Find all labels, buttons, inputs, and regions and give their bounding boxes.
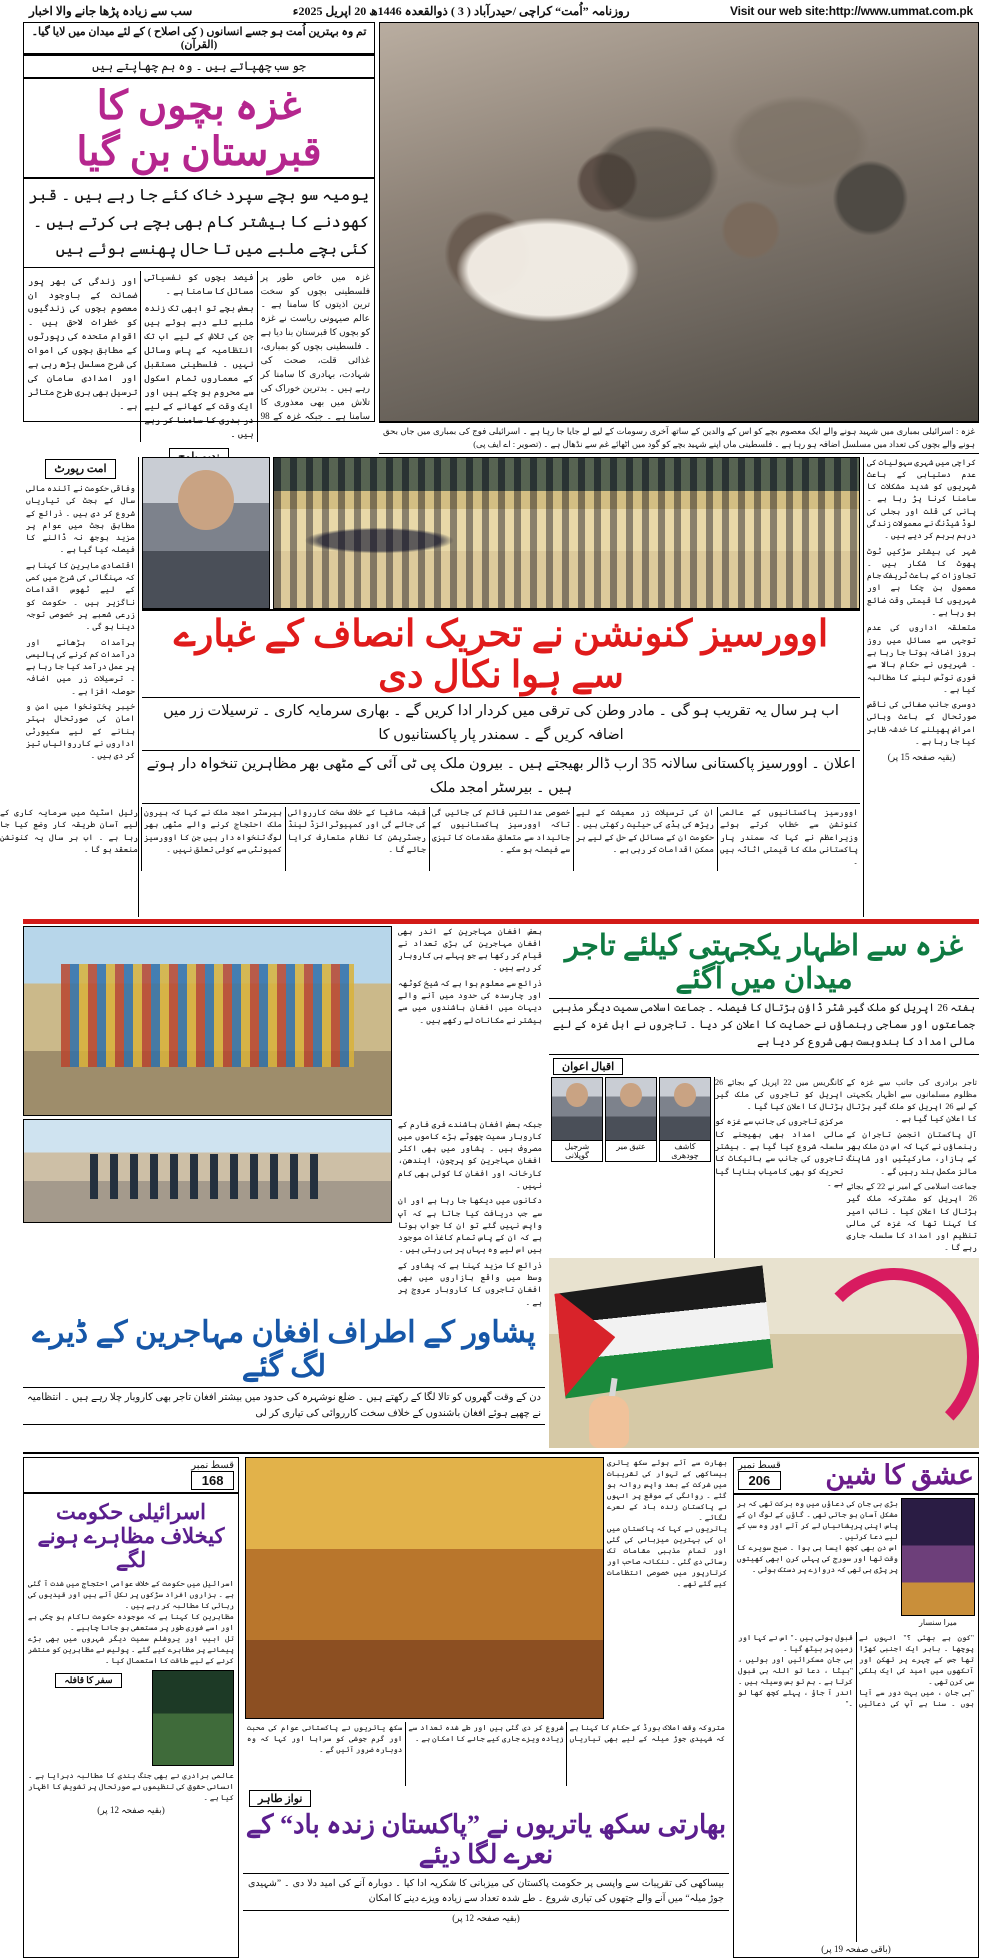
overseas-col-2: ان کی ترسیلات زر معیشت کے لیے ریڑھ کی ہڈی کی حیثیت رکھتی ہیں ۔ حکومت ان کے مسائل کے حل کے لیے ہر ممکن اقدامات کر رہی ہے ۔: [576, 808, 714, 854]
lead-body: [24, 268, 374, 445]
left-col-p3: متعلقہ اداروں کی عدم توجہی سے مسائل میں روز بروز اضافہ ہوتا جا رہا ہے ۔ شہریوں نے حکام بالا سے فوری نوٹس لینے کا مطالبہ کیا ہے ۔: [867, 623, 976, 694]
peshawar-subhead: دن کے وقت گھروں کو تالا لگا کے رکھتے ہیں ۔ ضلع نوشہرہ کی حدود میں بیشتر افغان تاجر بھی کاروبار چلا رہے ہیں ۔ انتظامیہ نے چھپے ہوئے افغان باشندوں کے خلاف سخت کارروائی کی تیاری کر لی: [23, 1387, 545, 1425]
sikh-continuation: (بقیہ صفحہ 12 پر): [452, 1912, 520, 1923]
band-three: [23, 926, 979, 1448]
traders-col-2: آل پاکستان انجمن تاجران کے رہنماؤں نے کہا کہ اس دن ملک بھر کے بازار، مارکیٹیں اور شاپنگ مالز مکمل بند رہیں گے ۔: [846, 1129, 977, 1176]
top-bar: [23, 0, 979, 22]
serial-left-episode-number: 206: [738, 1471, 781, 1490]
overseas-col-5: بیرسٹر امجد ملک نے کہا کہ بیرون ملک احتجاج کرنے والے مٹھی بھر لوگ تنخواہ دار ہیں جن کا اوورسیز کمیونٹی سے کوئی تعلق نہیں ۔: [144, 808, 282, 854]
serial-right-episode-label: قسط نمبر: [191, 1459, 234, 1471]
left-col-p4: دوسری جانب صفائی کی ناقص صورتحال کے باعث وبائی امراض پھیلنے کا خدشہ ظاہر کیا جا رہا ہے ۔: [867, 700, 976, 747]
serial-right-p3: تل ابیب اور یروشلم سمیت دیگر شہروں میں بھی بڑے پیمانے پر مظاہرے کیے گئے ۔ پولیس نے مظاہرین کو منتشر کرنے کے لیے طاقت کا استعمال کیا ۔: [28, 1634, 234, 1666]
serial-left-episode-label: قسط نمبر: [738, 1460, 781, 1472]
traders-col-1: تاجر برادری کی جانب سے غزہ کے مظلوم مسلمانوں سے اظہار یکجہتی کے لیے 26 اپریل کو ملک گیر ہڑتال کا اعلان کیا گیا ہے ۔: [846, 1077, 977, 1124]
traders-subhead: ہفتہ 26 اپریل کو ملک گیر شٹر ڈاؤن ہڑتال کا فیصلہ ۔ جماعت اسلامی سمیت دیگر مذہبی جماعتوں اور سماجی رہنماؤں نے حمایت کا اعلان کر دیا ۔ تاجروں نے اہل غزہ کے لیے مالی امداد کا بندوبست بھی شروع کر دیا ہے: [549, 998, 979, 1054]
overseas-col-4: قبضہ مافیا کے خلاف سخت کارروائی کی جائے گی اور کمپیوٹرائزڈ لینڈ رجسٹریشن کا نظام متعارف کرایا جائے گا ۔: [288, 808, 426, 854]
serial-left-header: [734, 1458, 978, 1495]
portrait-3-name: شرجیل گوپلانی: [552, 1140, 602, 1161]
parliament-photo-image: [274, 458, 859, 608]
slogan-bar: جو سب چھپاتے ہیں ۔ وہ ہم چھاپتے ہیں: [24, 55, 374, 79]
sikh-side-text: [607, 1457, 727, 1719]
lead-headline: غزہ بچوں کا قبرستان بن گیا: [76, 83, 322, 174]
serial-right-episode-number: 168: [191, 1471, 234, 1490]
refugee-truck-photo: [23, 926, 392, 1116]
serial-right-p4: عالمی برادری نے بھی جنگ بندی کا مطالبہ دہرایا ہے ۔ انسانی حقوق کی تنظیموں نے صورتحال پر تشویش کا اظہار کیا ہے ۔: [28, 1771, 234, 1803]
serial-left-body-continued: [734, 1632, 978, 1942]
overseas-section: [0, 457, 979, 917]
serial-left-panel[interactable]: [733, 1457, 979, 1958]
serial-left-continuation: (باقی صفحہ 19 پر): [821, 1943, 891, 1954]
traders-body-2: [714, 1077, 843, 1258]
lead-photo-caption: غزہ : اسرائیلی بمباری میں شہید ہونے والے ایک معصوم بچے کو اس کے والدین کے ساتھ آخری رسومات کے لیے لے جایا جا رہا ہے ۔ اسرائیلی فوج کی بمباری میں جاں بحق ہونے والے بچوں کی تعداد میں مسلسل اضافہ ہو رہا ہے ۔ فلسطینی ماں اپنے شہید بچے کو گود میں اٹھائے غم سے نڈھال ہے ۔ (تصویر : اے ایف پی): [379, 422, 979, 454]
peshawar-side-text: [395, 1119, 545, 1312]
overseas-subhead-2: اعلان ۔ اوورسیز پاکستانی سالانہ 35 ارب ڈالر بھیجتے ہیں ۔ بیرون ملک پی ٹی آئی کے مٹھی بھر مظاہرین تنخواہ دار ہوتے ہیں ۔ بیرسٹر امجد ملک: [142, 751, 860, 804]
serial-right-photo-image: [153, 1671, 233, 1765]
quran-verse-bar: تم وہ بہترین اُمت ہو جسے انسانوں ( کی اصلاح ) کے لئے میدان میں لایا گیا۔ (القرآن): [24, 23, 374, 54]
police-street-photo: [23, 1119, 392, 1223]
website-url[interactable]: Visit our web site:http://www.ummat.com.pk: [730, 4, 973, 18]
left-filler-column: [863, 457, 979, 917]
overseas-headline: اوورسیز کنونشن نے تحریک انصاف کے غبارے سے ہوا نکال دی: [142, 609, 860, 698]
peshawar-col-4: دکانوں میں دیکھا جا رہا ہے اور ان سے جب دریافت کیا جاتا ہے کہ آپ واپس نہیں گئے تو ان کا جواب ہوتا ہے کہ ان کے پاس تمام کاغذات موجود ہیں اس لیے وہ یہاں پر ہی رہتی ہیں ۔: [398, 1196, 542, 1255]
right-col-p1: وفاقی حکومت نے آئندہ مالی سال کے بجٹ کی تیاریاں شروع کر دی ہیں ۔ ذرائع کے مطابق بجٹ میں عوام پر مزید بوجھ نہ ڈالنے کا فیصلہ کیا گیا ہے ۔: [26, 484, 135, 555]
traders-col-5: مرکزی تاجروں کی جانب سے غزہ کو مالی امداد بھی بھیجنے کا سلسلہ شروع کیا گیا ہے ۔ بیشتر تاجروں کی جانب سے بائیکاٹ کا تحریک کو بھی کامیاب بنایا گیا ہے ۔: [715, 1117, 844, 1188]
traders-col-4: کانگریس میں 22 اپریل کے بجائے 26 اپریل کو تاجروں کی ملک گیر ہڑتال کا اعلان کیا گیا ۔: [715, 1077, 844, 1112]
serial-left-p1: بڑی بی جان کی دعاؤں میں وہ برکت تھی کہ ہر مشکل آسان ہو جاتی تھی ۔ گاؤں کے لوگ ان کے پاس اپنی پریشانیاں لے کر آتے اور وہ سب کے لیے دعا کرتیں ۔: [737, 1498, 898, 1541]
overseas-col-1: اوورسیز پاکستانیوں کے عالمی کنونشن سے خطاب کرتے ہوئے وزیراعظم نے کہا کہ سمندر پار پاکستانی ملک کا قیمتی اثاثہ ہیں ۔: [720, 808, 858, 867]
left-col-continuation: (بقیہ صفحہ 15 پر): [887, 752, 956, 763]
bottom-row: [23, 1457, 979, 1958]
sikh-pilgrims-photo: [245, 1457, 604, 1719]
police-street-image: [24, 1120, 391, 1222]
sikh-body: [243, 1719, 729, 1789]
parliament-photo: [273, 457, 860, 609]
serial-left-p5: بی جان مسکرائیں اور بولیں ، "بیٹا ، دعا تو اللہ ہی قبول کرتا ہے ۔ ہم تو بس وسیلہ ہیں ۔ اندر آ جاؤ ، پہلے کچھ کھا لو ۔": [738, 1654, 853, 1708]
sikh-headline: بھارتی سکھ یاتریوں نے ”پاکستان زندہ باد“ کے نعرے لگا دیئے: [245, 1809, 727, 1869]
serial-right-panel[interactable]: [23, 1457, 239, 1958]
sikh-byline: نواز طاہر: [249, 1790, 311, 1807]
right-col-p4: خیبر پختونخوا میں امن و امان کی صورتحال بہتر بنانے کے لیے سکیورٹی اداروں نے کارروائیاں تیز کر دی ہیں ۔: [26, 702, 135, 761]
serial-right-title: اسرائیلی حکومت کیخلاف مظاہرے ہونے لگے: [37, 1499, 225, 1573]
peshawar-section: [23, 926, 545, 1448]
serial-left-cover-image: [901, 1498, 975, 1616]
red-divider-1: [23, 919, 979, 924]
speaker-portrait-photo: [142, 457, 270, 609]
serial-right-body: [24, 1578, 238, 1666]
serial-right-p1: اسرائیل میں حکومت کے خلاف عوامی احتجاج میں شدت آ گئی ہے ۔ ہزاروں افراد سڑکوں پر نکل آئے ہیں اور قیدیوں کی رہائی کا مطالبہ کر رہے ہیں ۔: [28, 1579, 234, 1611]
overseas-col-6: رئیل اسٹیٹ میں سرمایہ کاری کے لیے آسان طریقہ کار وضع کیا جا رہا ہے ۔ اب ہر سال یہ کنونشن منعقد ہو گا ۔: [0, 808, 138, 854]
lead-subhead: یومیہ سو بچے سپرد خاک کئے جا رہے ہیں ۔ قبر کھودنے کا بیشتر کام بھی بچے ہی کرتے ہیں ۔ کئی بچے ملبے میں تا حال پھنسے ہوئے ہیں: [24, 177, 374, 268]
portrait-2: [605, 1077, 657, 1162]
logo-background: [24, 54, 374, 55]
tagline: سب سے زیادہ پڑھا جانے والا اخبار: [29, 3, 193, 18]
lead-photo: [379, 22, 979, 422]
peshawar-col-3: جبکہ بعض افغان باشندے فری فارم کے کاروبار سمیت چھوٹے بڑے کاموں میں مصروف ہیں ۔ پشاور میں بھی اکثر افغان مہاجرین کو پرچون، ایندھن، کارخانہ اور افغان کا کوئی بھی کام نہیں ۔: [398, 1119, 542, 1190]
serial-left-body: [737, 1498, 898, 1629]
peshawar-headline: پشاور کے اطراف افغان مہاجرین کے ڈیرے لگ گئے: [32, 1315, 536, 1384]
serial-right-photo: [152, 1670, 234, 1766]
lead-body-p1: غزہ میں خاص طور پر فلسطینی بچوں کو سخت ترین اذیتوں کا سامنا ہے ۔ عالم صیہونی ریاست نے غزہ کو بچوں کا قبرستان بنا دیا ہے ۔ فلسطینی بچوں کو بمباری، غذائی قلت، صحت کی شہادت، بہادری کا سامنا کر رہے ہیں ۔ بدترین خوراک کی تلاش میں بھی معذوری کا سامنا ہے ۔ جبکہ غزہ کے 98 فیصد بچوں کو نفسیاتی مسائل کا سامنا ہے ۔: [144, 271, 370, 421]
divider-2: [23, 1452, 979, 1454]
serial-right-continuation: (بقیہ صفحہ 12 پر): [97, 1805, 165, 1816]
peshawar-col-5: ذرائع کا مزید کہنا ہے کہ پشاور کے وسط میں واقع بازاروں میں بھی افغان تاجروں کا کاروبار عروج پر ہے ۔: [398, 1260, 542, 1307]
sikh-col-1: بھارت سے آئے ہوئے سکھ یاتری بیساکھی کے تہوار کی تقریبات میں شرکت کے بعد واپس روانہ ہو گئے ۔ روانگی کے موقع پر انہوں نے پاکستان زندہ باد کے نعرے لگائے ۔: [607, 1457, 727, 1522]
logo-urdu-text: [132, 54, 370, 55]
serial-left-author: میرا سنسار: [919, 1617, 957, 1627]
left-col-p2: شہر کی بیشتر سڑکیں ٹوٹ پھوٹ کا شکار ہیں ۔ تجاوزات کے باعث ٹریفک جام معمول بن چکا ہے اور شہریوں کا قیمتی وقت ضائع ہو رہا ہے ۔: [867, 546, 976, 618]
right-col-p2: اقتصادی ماہرین کا کہنا ہے کہ مہنگائی کی شرح میں کمی کے لیے ٹھوس اقدامات ناگزیر ہیں ۔ حکومت کو زرعی شعبے پر خصوصی توجہ دینا ہو گی ۔: [26, 560, 135, 632]
peshawar-lead-text: [395, 926, 545, 1116]
left-col-p1: کراچی میں شہری سہولیات کی عدم دستیابی کے باعث شہریوں کو شدید مشکلات کا سامنا کرنا پڑ رہا ہے ۔ پانی کی قلت اور بجلی کی لوڈ شیڈنگ نے معمولات زندگی درہم برہم کر دیے ہیں ۔: [867, 457, 976, 541]
sikh-subhead: بیساکھی کی تقریبات سے واپسی پر حکومت پاکستان کی میزبانی کا شکریہ ادا کیا ۔ دوبارہ آنے کی امید دلا دی ۔ ”شہیدی جوڑ میلہ“ میں آنے والے جتھوں کی تیاری شروع ۔ طے شدہ تعداد سے زیادہ ویزے دینے کا امکان: [243, 1873, 729, 1911]
peshawar-col-1: بعض افغان مہاجرین کے اندر بھی افغان مہاجرین کی بڑی تعداد نے قیام کر رکھا ہے جو پہلے ہی کاروبار کر رہے ہیں ۔: [398, 926, 542, 973]
serial-left-title: عشق کا شین: [825, 1459, 974, 1490]
lead-body-p3: اور زندگی کی بھر پور ضمانت کے باوجود ان معصوم بچوں کی زندگیوں کو خطرات لاحق ہیں ۔ اقوام متحدہ کی رپورٹوں کے مطابق بچوں کی اموات کی شرح مسلسل بڑھ رہی ہے اور امدادی سامان کی ترسیل بھی بری طرح متاثر ہے ۔: [28, 275, 138, 411]
right-filler-column: [23, 457, 139, 917]
sikh-col-2: یاتریوں نے کہا کہ پاکستان میں ان کی بہترین میزبانی کی گئی اور تمام مذہبی مقامات تک رسائی دی گئی ۔ ننکانہ صاحب اور کرتارپور میں خصوصی انتظامات کیے گئے تھے ۔: [607, 1523, 727, 1588]
serial-right-section-label: سفر کا قافلہ: [55, 1673, 121, 1688]
edition-date-line: روزنامہ ”اُمت“ کراچی /حیدرآباد ( 3 ) ذوالقعدہ 1446ھ 20 اپریل 2025ء: [292, 3, 630, 18]
portrait-2-name: عتیق میر: [606, 1140, 656, 1152]
overseas-body: [0, 804, 860, 874]
lead-body-p2: بعض بچے تو ابھی تک زندہ ملبے تلے دبے ہوئے ہیں جن کی تلاش کے لیے اب تک انتظامیہ کے پاس وسائل نہیں ۔ فلسطینی مستقبل کے معماروں تمام اسکول سے محروم ہو چکے ہیں اور ایک وقت کے کھانے کے لیے در بدری کا سامنا کر رہے ہیں ۔: [144, 303, 254, 439]
serial-right-body-2: [24, 1770, 238, 1803]
traders-col-3: جماعت اسلامی کے امیر نے 22 کے بجائے 26 اپریل کو مشترکہ ملک گیر ہڑتال کا اعلان کیا ۔ نائب امیر کا کہنا تھا کہ غزہ کی مالی تنظیم اور امداد کا سلسلہ جاری رہے گا ۔: [846, 1181, 977, 1253]
sikh-pilgrims-image: [246, 1458, 603, 1718]
overseas-col-3: خصوصی عدالتیں قائم کی جائیں گی تاکہ اوورسیز پاکستانیوں کے جائیداد سے متعلق مقدمات کا تیزی سے فیصلہ ہو سکے ۔: [432, 808, 570, 854]
pink-ribbon-shape: [809, 1268, 979, 1446]
refugee-truck-image: [24, 927, 391, 1115]
right-col-p3: برآمدات بڑھانے اور درآمدات کم کرنے کی پالیسی پر عمل درآمد کیا جا رہا ہے ۔ ترسیلات زر میں اضافہ حوصلہ افزا ہے ۔: [26, 637, 135, 696]
sikh-col-4: سکھ یاتریوں نے پاکستانی عوام کی محبت اور گرم جوشی کو سراہا اور کہا کہ وہ دوبارہ ضرور آئیں گے ۔: [247, 1722, 403, 1754]
palestine-flag-illustration: [549, 1258, 979, 1448]
speaker-portrait-image: [143, 458, 269, 608]
sikh-col-3: متروکہ وقف املاک بورڈ کے حکام کا کہنا ہے کہ شہیدی جوڑ میلہ کے لیے بھی تیاریاں شروع کر دی گئی ہیں اور طے شدہ تعداد سے زیادہ ویزے جاری کیے جانے کا امکان ہے ۔: [408, 1722, 725, 1743]
traders-headline: غزہ سے اظہار یکجہتی کیلئے تاجر میدان میں آگئے: [564, 929, 964, 995]
portrait-1-name: کاشف چودھری: [660, 1140, 710, 1161]
hand-icon: [589, 1396, 629, 1448]
portrait-3: [551, 1077, 603, 1162]
overseas-subhead-1: اب ہر سال یہ تقریب ہو گی ۔ مادر وطن کی ترقی میں کردار ادا کریں گے ۔ بھاری سرمایہ کاری ۔ ترسیلات زر میں اضافہ کریں گے ۔ سمندر پار پاکستانیوں کا: [142, 697, 860, 751]
peshawar-col-2: ذرائع سے معلوم ہوا ہے کہ شیخ کوٹھہ اور چارسدہ کی حدود میں آنے والے دیہات میں افغان باشندوں میں سے بیشتر نے مکانات لے رکھے ہیں ۔: [398, 978, 542, 1025]
serial-right-p2: مظاہرین کا کہنا ہے کہ موجودہ حکومت ناکام ہو چکی ہے اور اسے فوری طور پر مستعفی ہو جانا چاہیے ۔: [28, 1612, 234, 1633]
serial-right-header: [24, 1458, 238, 1494]
masthead-block: [23, 22, 375, 439]
portrait-1: [659, 1077, 711, 1162]
amt-report-label: امت رپورٹ: [45, 459, 115, 480]
lead-photo-image: [380, 23, 978, 421]
serial-left-p4: "بی جان ، میں بہت دور سے آیا ہوں ۔ سنا ہے آپ کی دعائیں قبول ہوتی ہیں ۔" اس نے کہا اور زمین پر بیٹھ گیا ۔: [738, 1632, 974, 1708]
serial-left-p3: "کون ہے بھئی ؟" انہوں نے پوچھا ۔ باہر ایک اجنبی کھڑا تھا جس کے چہرے پر تھکن اور آنکھوں میں امید کی ایک ہلکی سی کرن تھی ۔: [859, 1632, 974, 1686]
traders-section: [549, 926, 979, 1448]
traders-portraits: [551, 1077, 711, 1258]
ummat-logo[interactable]: [24, 54, 374, 55]
serial-left-p2: اس دن بھی کچھ ایسا ہی ہوا ۔ صبح سویرے کا وقت تھا اور سورج کی پہلی کرن ابھی کھیتوں پر پڑی ہی تھی کہ دروازے پر دستک ہوئی ۔: [737, 1542, 898, 1574]
sikh-section: [243, 1457, 729, 1958]
traders-body: [846, 1077, 977, 1258]
traders-byline: اقبال اعوان: [553, 1058, 623, 1075]
